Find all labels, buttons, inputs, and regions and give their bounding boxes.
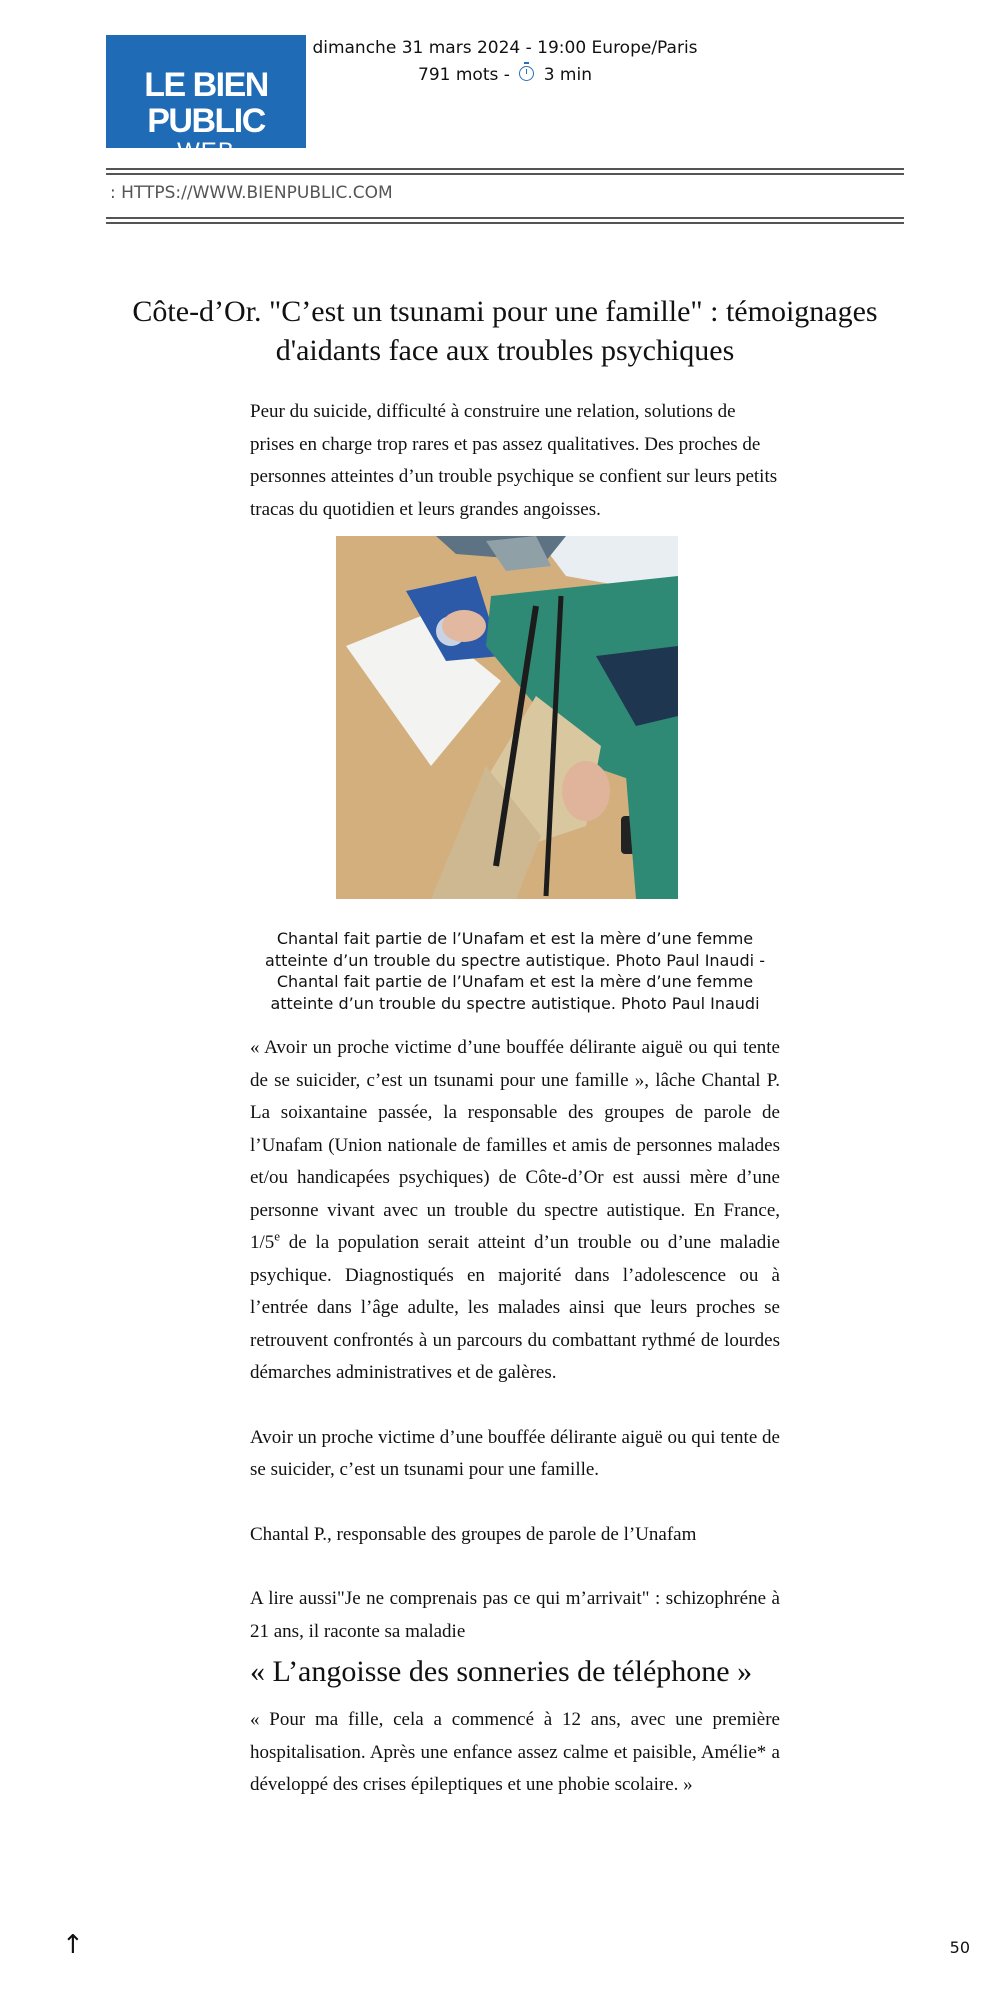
publisher-logo	[106, 35, 306, 165]
article-body	[250, 1032, 780, 1802]
header-rule-bottom	[106, 217, 904, 224]
word-count: 791 mots -	[418, 65, 510, 85]
article-photo	[336, 536, 678, 899]
back-to-top-arrow-icon[interactable]: ↑	[62, 1930, 84, 1960]
paragraph-1	[250, 1032, 780, 1390]
paragraph-1-text-a: « Avoir un proche victime d’une bouffée délirante aiguë ou qui tente de se suicider, c’est un tsunami pour une famille », lâche Chantal P. La soixantaine passée, la responsable des groupes de parole de l’Unafam (Union nationale de familles et amis de personnes malades et/ou handicapées psychiques) de Côte-d’Or est aussi mère d’une personne vivant avec un trouble du spectre autistique. En France, 1/5	[250, 1037, 780, 1253]
paragraph-2: « Pour ma fille, cela a commencé à 12 ans, avec une première hospitalisation. Après une enfance assez calme et paisible, Amélie* a développé des crises épileptiques et une phobie scolaire. »	[250, 1709, 780, 1795]
read-also-link[interactable]: A lire aussi"Je ne comprenais pas ce qui m’arrivait" : schizophréne à 21 ans, il raconte sa maladie	[250, 1588, 780, 1642]
ordinal-superscript: e	[274, 1228, 281, 1244]
quote-author: Chantal P., responsable des groupes de parole de l’Unafam	[250, 1523, 697, 1545]
reading-time: 3 min	[543, 65, 592, 85]
logo-sub-text: WEB	[177, 138, 235, 165]
paragraph-1-text-b: de la population serait atteint d’un trouble ou d’une maladie psychique. Diagnostiqués en majorité dans l’adolescence ou à l’entrée dans l’âge adulte, les malades ainsi que leurs proches se retrouvent confrontés à un parcours du combattant rythmé de lourdes démarches administratives et de galères.	[250, 1232, 780, 1383]
article-meta	[300, 35, 710, 89]
article-lead: Peur du suicide, difficulté à construire une relation, solutions de prises en charge trop rares et pas assez qualitatives. Des proches de personnes atteintes d’un trouble psychique se confient sur leurs petits tracas du quotidien et leurs grandes angoisses.	[250, 401, 778, 520]
section-subheading: « L’angoisse des sonneries de téléphone »	[250, 1655, 753, 1688]
stopwatch-icon	[519, 66, 534, 81]
publication-date: dimanche 31 mars 2024 - 19:00 Europe/Paris	[312, 38, 698, 58]
source-url: : HTTPS://WWW.BIENPUBLIC.COM	[110, 183, 393, 203]
word-count-line	[300, 62, 710, 89]
logo-main-text: LE BIEN PUBLIC	[144, 66, 268, 140]
photo-caption: Chantal fait partie de l’Unafam et est la mère d’une femme atteinte d’un trouble du spectre autistique. Photo Paul Inaudi - Chantal fait partie de l’Unafam et est la mère d’une femme atteinte d’un trouble du spectre autistique. Photo Paul Inaudi	[265, 929, 765, 1013]
page-number: 50	[949, 1938, 970, 1957]
header-rule-top	[106, 168, 904, 175]
pull-quote: Avoir un proche victime d’une bouffée délirante aiguë ou qui tente de se suicider, c’est un tsunami pour une famille.	[250, 1426, 780, 1480]
article-title: Côte-d’Or. "C’est un tsunami pour une famille" : témoignages d'aidants face aux troubles psychiques	[132, 295, 878, 367]
